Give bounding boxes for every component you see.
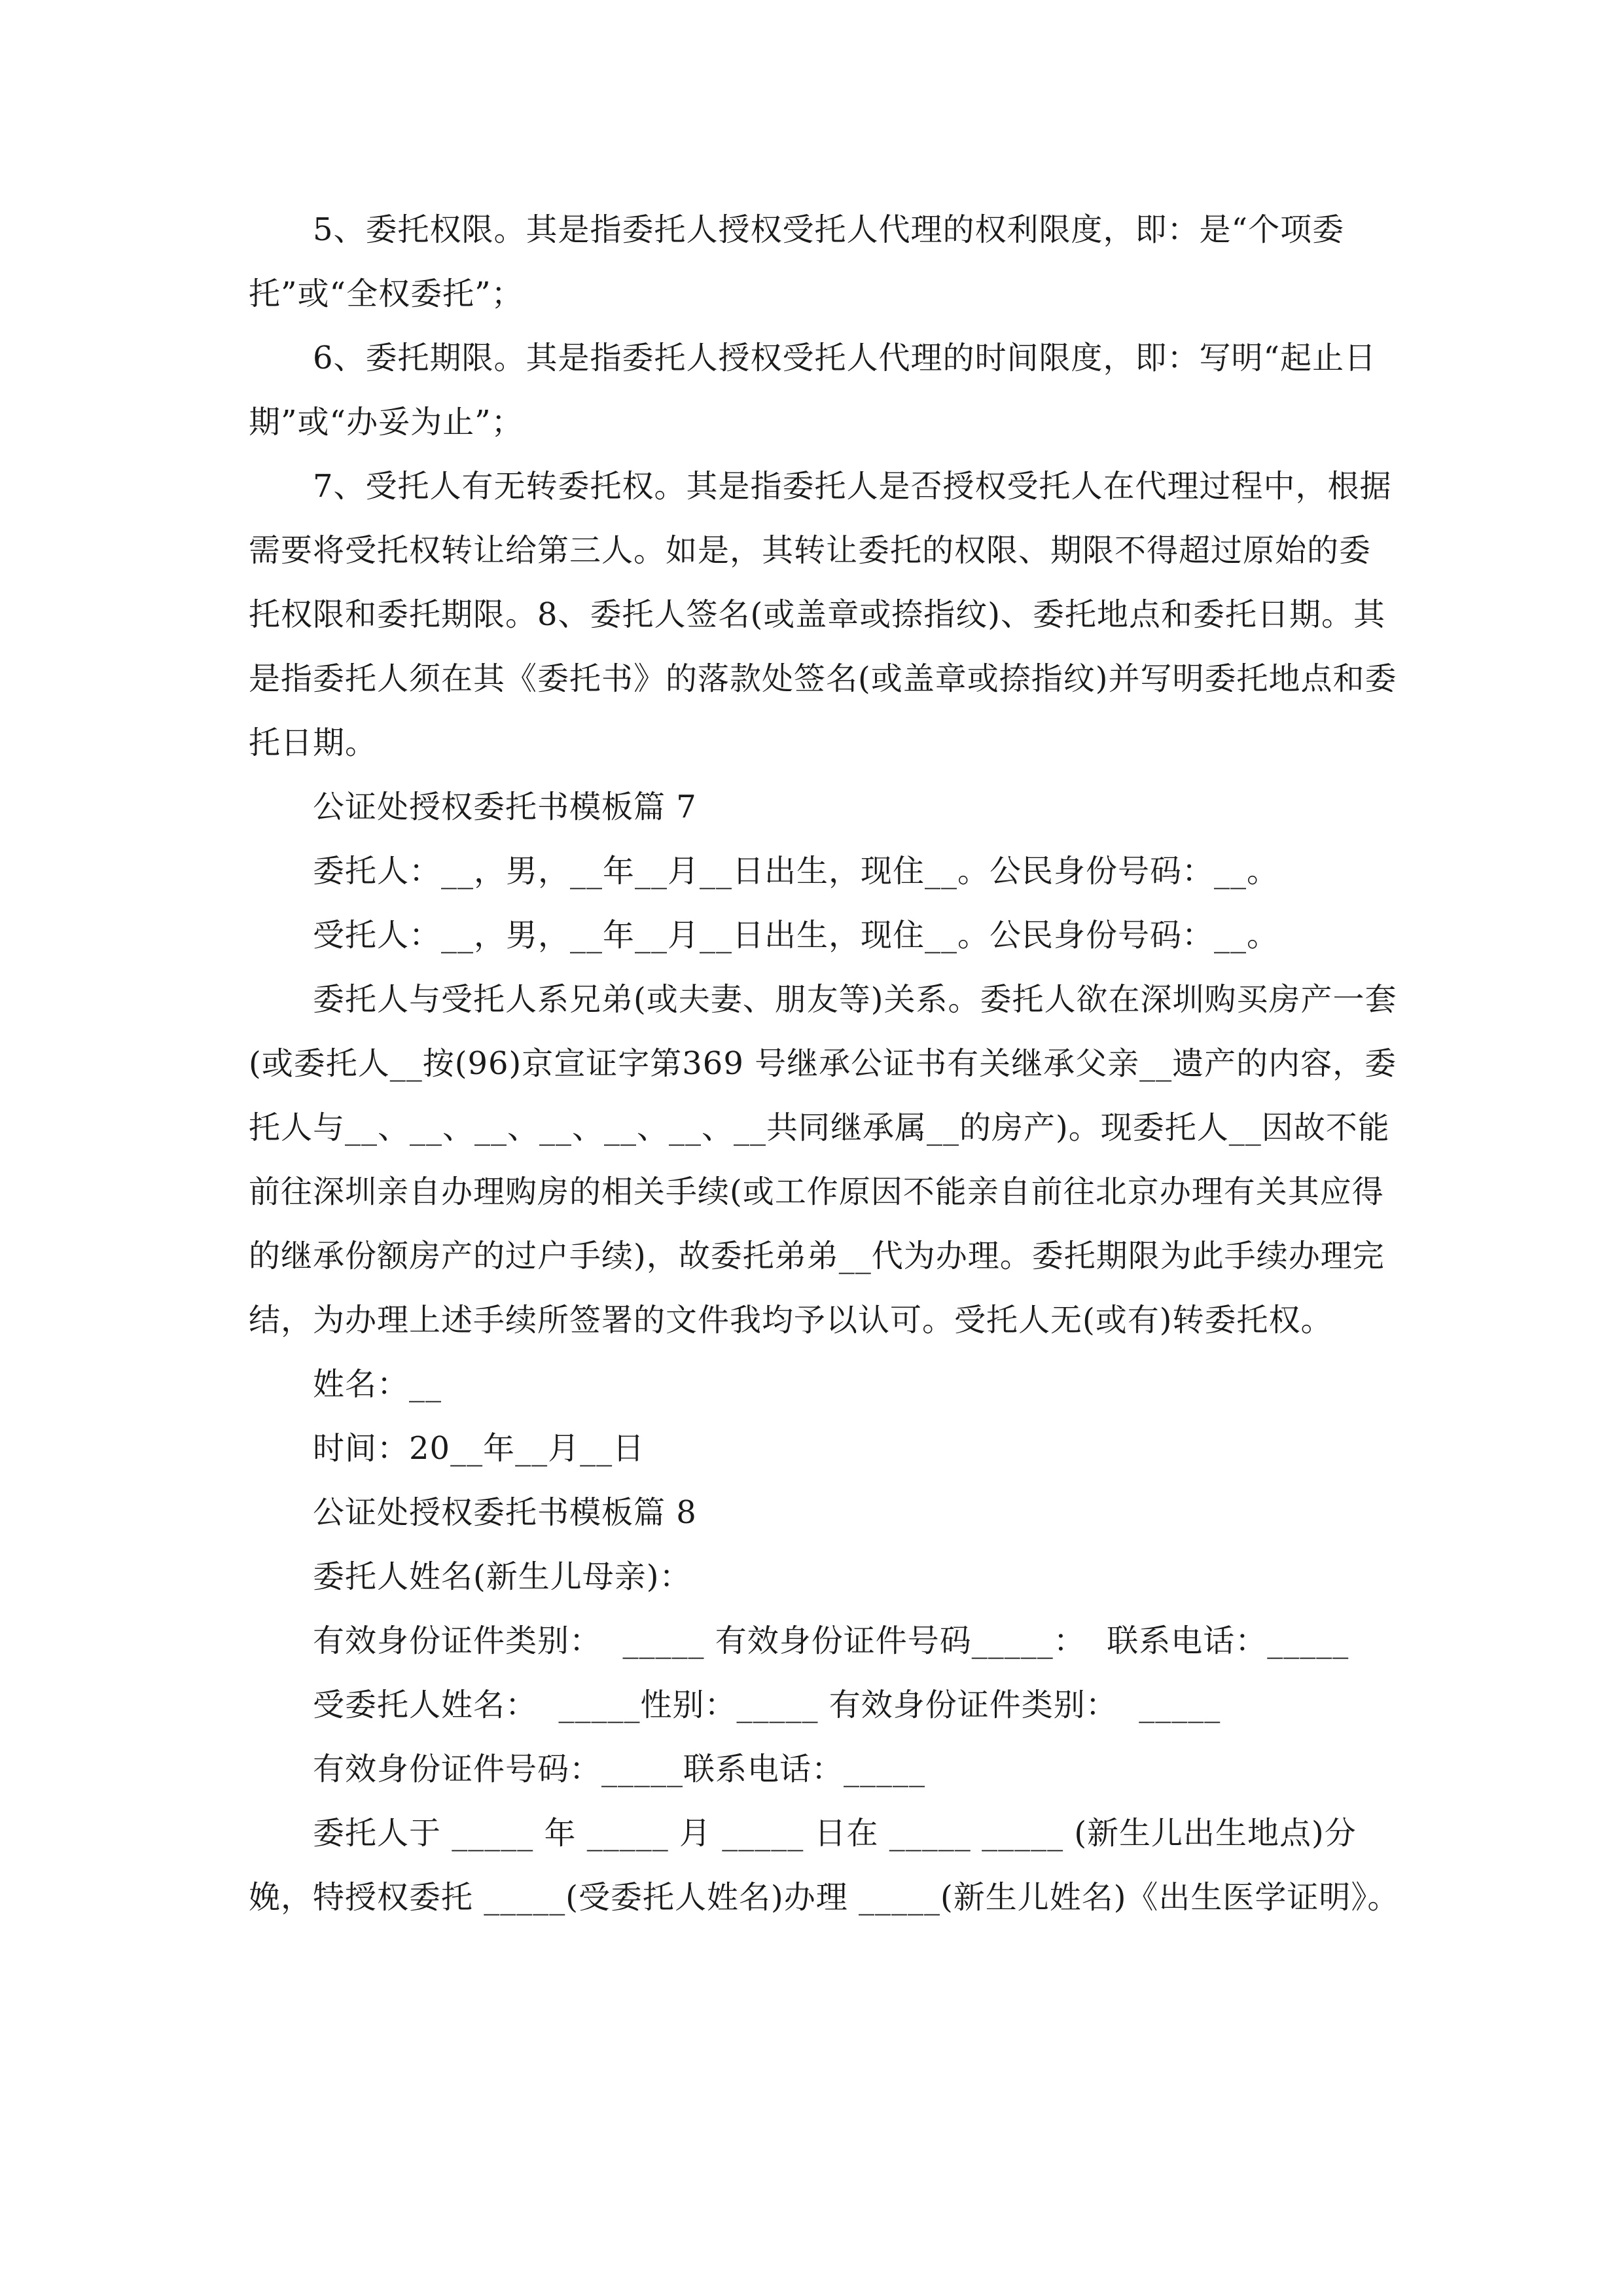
section-8-heading: 公证处授权委托书模板篇 8 [313,1494,697,1531]
agent-info-line: 受托人：__，男，__年__月__日出生，现住__。公民身份号码：__。 [313,917,1279,954]
paragraph-item-6: 6、委托期限。其是指委托人授权受托人代理的时间限度，即：写明“起止日期”或“办妥为止”； [249,340,1377,440]
agent-name-line: 受委托人姓名： _____性别：_____ 有效身份证件类别： _____ [313,1687,1221,1723]
paragraph-item-7-8: 7、受托人有无转委托权。其是指委托人是否授权受托人在代理过程中，根据需要将受托权转让给第三人。如是，其转让委托的权限、期限不得超过原始的委托权限和委托期限。8、委托人签名(或盖章或捺指纹)、委托地点和委托日期。其是指委托人须在其《委托书》的落款处签名(或盖章或捺指纹)并写明委托地点和委托日期。 [249,468,1397,761]
signature-name-line: 姓名：__ [313,1366,442,1403]
section-8-body: 委托人于 _____ 年 _____ 月 _____ 日在 _____ _____ (新生儿出生地点)分娩，特授权委托 _____(受委托人姓名)办理 _____(新生儿姓名)《出生医学证明》。 [249,1815,1400,1916]
paragraph-item-5: 5、委托权限。其是指委托人授权受托人代理的权利限度，即：是“个项委托”或“全权委托”； [249,211,1345,312]
section-7-heading: 公证处授权委托书模板篇 7 [313,789,697,825]
principal-name-line: 委托人姓名(新生儿母亲)： [313,1558,692,1595]
id-info-line: 有效身份证件类别： _____ 有效身份证件号码_____： 联系电话：_____ [313,1623,1349,1659]
signature-date-line: 时间：20__年__月__日 [313,1430,645,1467]
document-body [249,198,1400,1929]
id-number-line: 有效身份证件号码：_____联系电话：_____ [313,1751,926,1787]
principal-info-line: 委托人：__，男，__年__月__日出生，现住__。公民身份号码：__。 [313,853,1279,889]
section-7-body: 委托人与受托人系兄弟(或夫妻、朋友等)关系。委托人欲在深圳购买房产一套(或委托人__按(96)京宣证字第369 号继承公证书有关继承父亲__遗产的内容，委托人与__、__、__、__、__、__、__共同继承属__的房产)。现委托人__因故不能前往深圳亲自办理购房的相关手续(或工作原因不能亲自前往北京办理有关其应得的继承份额房产的过户手续)，故委托弟弟__代为办理。委托期限为此手续办理完结，为办理上述手续所签署的文件我均予以认可。受托人无(或有)转委托权。 [249,981,1397,1338]
